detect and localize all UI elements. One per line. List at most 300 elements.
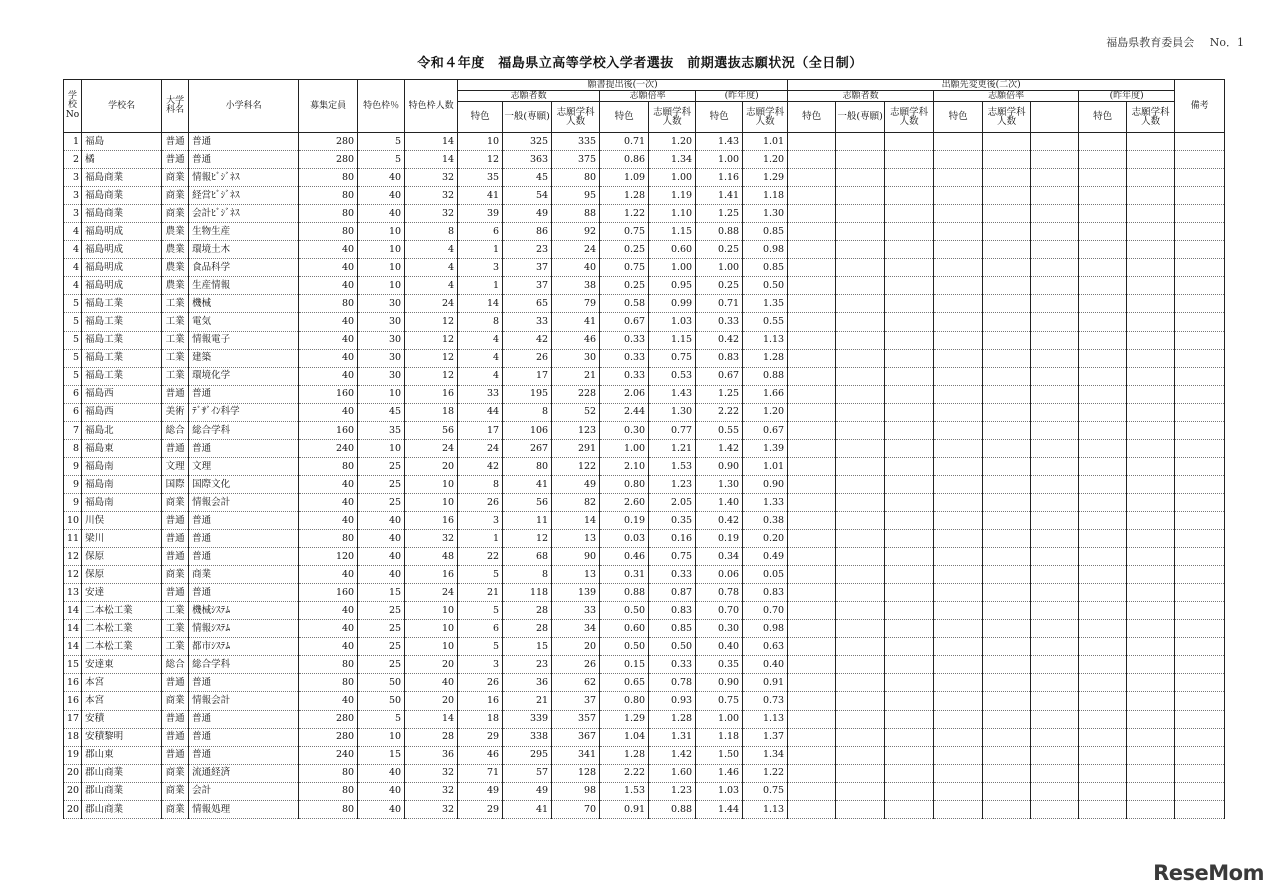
cell-second-round xyxy=(1079,169,1127,187)
cell-second-round xyxy=(934,710,983,728)
issuer-name: 福島県教育委員会 xyxy=(1106,36,1195,49)
cell-pct: 30 xyxy=(358,367,405,385)
cell-second-round xyxy=(1079,331,1127,349)
cell-i: 37 xyxy=(503,259,552,277)
cell-rs: 0.88 xyxy=(649,800,696,818)
cell-school: 本宮 xyxy=(82,692,162,710)
cell-second-round xyxy=(885,692,934,710)
cell-sub: 環境土木 xyxy=(189,241,299,259)
cell-second-round xyxy=(788,511,836,529)
table-row xyxy=(64,457,1225,475)
cell-second-round xyxy=(1127,746,1175,764)
cell-second-round xyxy=(934,457,983,475)
cell-second-round xyxy=(1127,187,1175,205)
cell-sub: 情報電子 xyxy=(189,331,299,349)
cell-no: 15 xyxy=(64,656,82,674)
cell-tn: 10 xyxy=(405,620,458,638)
cell-second-round xyxy=(788,493,836,511)
cell-second-round xyxy=(788,331,836,349)
cell-pct: 15 xyxy=(358,746,405,764)
col-capacity: 募集定員 xyxy=(299,80,358,133)
cell-dept: 普通 xyxy=(162,530,189,548)
table-row xyxy=(64,295,1225,313)
cell-second-round xyxy=(983,674,1031,692)
cell-school: 本宮 xyxy=(82,674,162,692)
cell-i: 338 xyxy=(503,728,552,746)
cell-rs: 2.05 xyxy=(649,493,696,511)
cell-rt: 0.71 xyxy=(600,133,649,151)
cell-no: 6 xyxy=(64,403,82,421)
cell-rs: 0.87 xyxy=(649,584,696,602)
cell-lt: 1.44 xyxy=(696,800,743,818)
cell-s: 367 xyxy=(552,728,600,746)
cell-pct: 25 xyxy=(358,638,405,656)
cell-lt: 1.25 xyxy=(696,385,743,403)
cell-school: 福島工業 xyxy=(82,349,162,367)
cell-s: 38 xyxy=(552,277,600,295)
cell-school: 福島南 xyxy=(82,457,162,475)
cell-dept: 工業 xyxy=(162,349,189,367)
h2-last-total: 志願学科人数 xyxy=(1127,102,1175,133)
cell-school: 二本松工業 xyxy=(82,620,162,638)
cell-second-round xyxy=(1031,674,1079,692)
table-row xyxy=(64,259,1225,277)
cell-second-round xyxy=(1127,169,1175,187)
cell-no: 19 xyxy=(64,746,82,764)
cell-ls: 1.18 xyxy=(743,187,788,205)
cell-remarks xyxy=(1175,133,1225,151)
cell-no: 14 xyxy=(64,620,82,638)
cell-second-round xyxy=(934,169,983,187)
cell-second-round xyxy=(836,566,885,584)
cell-sub: 普通 xyxy=(189,385,299,403)
cell-no: 6 xyxy=(64,385,82,403)
h2-total: 志願学科人数 xyxy=(885,102,934,133)
cell-second-round xyxy=(836,602,885,620)
cell-no: 16 xyxy=(64,692,82,710)
cell-rt: 1.04 xyxy=(600,728,649,746)
cell-no: 3 xyxy=(64,187,82,205)
cell-no: 5 xyxy=(64,331,82,349)
table-row xyxy=(64,133,1225,151)
col-remarks: 備考 xyxy=(1175,80,1225,133)
cell-second-round xyxy=(836,331,885,349)
cell-second-round xyxy=(1031,295,1079,313)
cell-second-round xyxy=(1031,728,1079,746)
table-row xyxy=(64,584,1225,602)
cell-remarks xyxy=(1175,728,1225,746)
cell-second-round xyxy=(885,746,934,764)
cell-second-round xyxy=(836,133,885,151)
cell-rs: 1.15 xyxy=(649,331,696,349)
cell-lt: 1.18 xyxy=(696,728,743,746)
cell-rs: 1.23 xyxy=(649,475,696,493)
cell-ls: 0.40 xyxy=(743,656,788,674)
cell-dept: 商業 xyxy=(162,782,189,800)
cell-no: 20 xyxy=(64,764,82,782)
cell-cap: 280 xyxy=(299,151,358,169)
table-row xyxy=(64,367,1225,385)
cell-cap: 240 xyxy=(299,746,358,764)
cell-no: 3 xyxy=(64,205,82,223)
table-row xyxy=(64,674,1225,692)
cell-second-round xyxy=(934,367,983,385)
cell-dept: 普通 xyxy=(162,548,189,566)
cell-t: 5 xyxy=(458,602,503,620)
cell-school: 郡山商業 xyxy=(82,800,162,818)
cell-second-round xyxy=(836,511,885,529)
cell-second-round xyxy=(1079,223,1127,241)
cell-school: 福島工業 xyxy=(82,331,162,349)
cell-cap: 80 xyxy=(299,223,358,241)
cell-second-round xyxy=(836,475,885,493)
cell-no: 18 xyxy=(64,728,82,746)
cell-second-round xyxy=(885,764,934,782)
cell-tn: 32 xyxy=(405,187,458,205)
cell-sub: 普通 xyxy=(189,133,299,151)
cell-s: 139 xyxy=(552,584,600,602)
cell-rs: 1.42 xyxy=(649,746,696,764)
cell-dept: 工業 xyxy=(162,295,189,313)
cell-second-round xyxy=(983,385,1031,403)
cell-tn: 20 xyxy=(405,656,458,674)
cell-no: 5 xyxy=(64,349,82,367)
cell-second-round xyxy=(885,511,934,529)
cell-second-round xyxy=(836,584,885,602)
cell-second-round xyxy=(1031,800,1079,818)
cell-second-round xyxy=(836,457,885,475)
resemom-logo: ReseMom xyxy=(1153,861,1264,885)
cell-second-round xyxy=(885,800,934,818)
cell-second-round xyxy=(983,782,1031,800)
cell-i: 41 xyxy=(503,800,552,818)
cell-second-round xyxy=(1127,656,1175,674)
cell-lt: 1.25 xyxy=(696,205,743,223)
cell-lt: 0.25 xyxy=(696,277,743,295)
cell-second-round xyxy=(983,493,1031,511)
cell-second-round xyxy=(788,367,836,385)
cell-rs: 1.21 xyxy=(649,439,696,457)
cell-second-round xyxy=(934,746,983,764)
cell-t: 5 xyxy=(458,566,503,584)
table-row xyxy=(64,223,1225,241)
cell-rt: 1.09 xyxy=(600,169,649,187)
cell-ls: 1.13 xyxy=(743,800,788,818)
cell-cap: 80 xyxy=(299,674,358,692)
cell-second-round xyxy=(983,331,1031,349)
cell-second-round xyxy=(788,205,836,223)
cell-second-round xyxy=(836,403,885,421)
cell-t: 21 xyxy=(458,584,503,602)
cell-cap: 120 xyxy=(299,548,358,566)
cell-s: 90 xyxy=(552,548,600,566)
cell-lt: 0.34 xyxy=(696,548,743,566)
cell-rt: 0.65 xyxy=(600,674,649,692)
cell-t: 39 xyxy=(458,205,503,223)
cell-second-round xyxy=(983,151,1031,169)
cell-rt: 2.60 xyxy=(600,493,649,511)
cell-second-round xyxy=(885,331,934,349)
cell-school: 保原 xyxy=(82,566,162,584)
cell-lt: 0.25 xyxy=(696,241,743,259)
cell-s: 88 xyxy=(552,205,600,223)
cell-remarks xyxy=(1175,403,1225,421)
cell-ls: 1.39 xyxy=(743,439,788,457)
table-row xyxy=(64,638,1225,656)
cell-second-round xyxy=(1127,223,1175,241)
cell-second-round xyxy=(934,421,983,439)
cell-no: 9 xyxy=(64,493,82,511)
cell-remarks xyxy=(1175,746,1225,764)
cell-pct: 50 xyxy=(358,692,405,710)
cell-second-round xyxy=(983,313,1031,331)
cell-rt: 0.50 xyxy=(600,638,649,656)
cell-remarks xyxy=(1175,692,1225,710)
cell-second-round xyxy=(836,421,885,439)
cell-school: 郡山商業 xyxy=(82,764,162,782)
cell-i: 11 xyxy=(503,511,552,529)
cell-second-round xyxy=(934,223,983,241)
cell-rs: 0.85 xyxy=(649,620,696,638)
h2-ippan: 一般(専願) xyxy=(836,102,885,133)
cell-cap: 160 xyxy=(299,421,358,439)
cell-tn: 32 xyxy=(405,800,458,818)
cell-dept: 商業 xyxy=(162,205,189,223)
cell-second-round xyxy=(934,385,983,403)
cell-second-round xyxy=(1127,620,1175,638)
cell-second-round xyxy=(885,457,934,475)
cell-second-round xyxy=(934,530,983,548)
h-total: 志願学科人数 xyxy=(552,102,600,133)
cell-second-round xyxy=(1031,511,1079,529)
cell-second-round xyxy=(934,511,983,529)
cell-no: 4 xyxy=(64,259,82,277)
cell-rs: 1.20 xyxy=(649,133,696,151)
cell-school: 福島北 xyxy=(82,421,162,439)
cell-second-round xyxy=(1127,259,1175,277)
cell-rs: 0.33 xyxy=(649,656,696,674)
cell-s: 95 xyxy=(552,187,600,205)
cell-second-round xyxy=(1127,475,1175,493)
cell-t: 26 xyxy=(458,493,503,511)
table-row xyxy=(64,511,1225,529)
cell-t: 26 xyxy=(458,674,503,692)
cell-second-round xyxy=(885,313,934,331)
cell-lt: 0.83 xyxy=(696,349,743,367)
cell-tn: 32 xyxy=(405,782,458,800)
cell-second-round xyxy=(934,187,983,205)
cell-second-round xyxy=(1079,710,1127,728)
cell-second-round xyxy=(885,169,934,187)
cell-cap: 80 xyxy=(299,530,358,548)
cell-tn: 12 xyxy=(405,313,458,331)
cell-lt: 1.30 xyxy=(696,475,743,493)
cell-second-round xyxy=(1031,439,1079,457)
cell-second-round xyxy=(983,169,1031,187)
cell-t: 12 xyxy=(458,151,503,169)
cell-remarks xyxy=(1175,674,1225,692)
cell-second-round xyxy=(885,602,934,620)
cell-cap: 40 xyxy=(299,602,358,620)
cell-remarks xyxy=(1175,367,1225,385)
cell-remarks xyxy=(1175,421,1225,439)
cell-t: 71 xyxy=(458,764,503,782)
cell-dept: 普通 xyxy=(162,710,189,728)
cell-second-round xyxy=(1031,403,1079,421)
cell-cap: 240 xyxy=(299,439,358,457)
cell-second-round xyxy=(1079,205,1127,223)
cell-second-round xyxy=(885,656,934,674)
cell-remarks xyxy=(1175,782,1225,800)
cell-second-round xyxy=(1079,475,1127,493)
cell-lt: 1.03 xyxy=(696,782,743,800)
cell-second-round xyxy=(1079,187,1127,205)
sub-applicants-2: 志願者数 xyxy=(788,91,934,102)
cell-second-round xyxy=(836,241,885,259)
cell-sub: 生物生産 xyxy=(189,223,299,241)
cell-second-round xyxy=(934,259,983,277)
cell-lt: 0.71 xyxy=(696,295,743,313)
cell-second-round xyxy=(1079,692,1127,710)
cell-remarks xyxy=(1175,548,1225,566)
cell-second-round xyxy=(836,439,885,457)
cell-i: 42 xyxy=(503,331,552,349)
cell-rs: 0.83 xyxy=(649,602,696,620)
cell-dept: 普通 xyxy=(162,439,189,457)
cell-second-round xyxy=(1079,457,1127,475)
cell-s: 79 xyxy=(552,295,600,313)
cell-dept: 工業 xyxy=(162,367,189,385)
cell-pct: 40 xyxy=(358,764,405,782)
cell-ls: 0.20 xyxy=(743,530,788,548)
cell-second-round xyxy=(934,313,983,331)
cell-dept: 国際 xyxy=(162,475,189,493)
cell-second-round xyxy=(836,638,885,656)
cell-second-round xyxy=(1079,385,1127,403)
cell-second-round xyxy=(1127,764,1175,782)
cell-sub: 環境化学 xyxy=(189,367,299,385)
cell-second-round xyxy=(836,313,885,331)
h2-ratio-tokushoku: 特色 xyxy=(934,102,983,133)
cell-remarks xyxy=(1175,530,1225,548)
cell-second-round xyxy=(885,349,934,367)
cell-pct: 10 xyxy=(358,385,405,403)
cell-second-round xyxy=(885,439,934,457)
cell-second-round xyxy=(983,205,1031,223)
cell-rs: 1.19 xyxy=(649,187,696,205)
cell-second-round xyxy=(983,638,1031,656)
cell-second-round xyxy=(788,764,836,782)
cell-school: 二本松工業 xyxy=(82,602,162,620)
cell-no: 14 xyxy=(64,602,82,620)
cell-second-round xyxy=(836,349,885,367)
cell-second-round xyxy=(1079,566,1127,584)
cell-school: 安達 xyxy=(82,584,162,602)
cell-second-round xyxy=(788,710,836,728)
cell-second-round xyxy=(885,259,934,277)
cell-remarks xyxy=(1175,331,1225,349)
cell-second-round xyxy=(1127,782,1175,800)
cell-school: 福島工業 xyxy=(82,367,162,385)
cell-sub: 機械ｼｽﾃﾑ xyxy=(189,602,299,620)
cell-second-round xyxy=(788,349,836,367)
cell-pct: 10 xyxy=(358,277,405,295)
cell-second-round xyxy=(1079,764,1127,782)
cell-rs: 1.31 xyxy=(649,728,696,746)
cell-second-round xyxy=(983,133,1031,151)
cell-lt: 1.50 xyxy=(696,746,743,764)
cell-s: 26 xyxy=(552,656,600,674)
cell-rt: 1.28 xyxy=(600,187,649,205)
table-row xyxy=(64,493,1225,511)
cell-sub: 総合学科 xyxy=(189,421,299,439)
cell-i: 15 xyxy=(503,638,552,656)
cell-remarks xyxy=(1175,656,1225,674)
cell-remarks xyxy=(1175,511,1225,529)
table-row xyxy=(64,169,1225,187)
cell-second-round xyxy=(836,764,885,782)
cell-ls: 1.01 xyxy=(743,133,788,151)
cell-tn: 24 xyxy=(405,439,458,457)
cell-ls: 0.98 xyxy=(743,241,788,259)
cell-sub: 情報ﾋﾞｼﾞﾈｽ xyxy=(189,169,299,187)
cell-i: 68 xyxy=(503,548,552,566)
cell-second-round xyxy=(885,385,934,403)
cell-rs: 1.28 xyxy=(649,710,696,728)
cell-lt: 2.22 xyxy=(696,403,743,421)
cell-second-round xyxy=(788,782,836,800)
cell-ls: 0.90 xyxy=(743,475,788,493)
cell-sub: 会計ﾋﾞｼﾞﾈｽ xyxy=(189,205,299,223)
cell-dept: 工業 xyxy=(162,313,189,331)
cell-t: 4 xyxy=(458,331,503,349)
h-last-tokushoku: 特色 xyxy=(696,102,743,133)
cell-rt: 0.88 xyxy=(600,584,649,602)
cell-lt: 1.00 xyxy=(696,710,743,728)
cell-lt: 1.42 xyxy=(696,439,743,457)
cell-tn: 10 xyxy=(405,638,458,656)
cell-i: 54 xyxy=(503,187,552,205)
cell-second-round xyxy=(934,638,983,656)
table-row xyxy=(64,746,1225,764)
cell-pct: 5 xyxy=(358,151,405,169)
cell-ls: 1.35 xyxy=(743,295,788,313)
cell-lt: 1.46 xyxy=(696,764,743,782)
cell-ls: 0.49 xyxy=(743,548,788,566)
cell-remarks xyxy=(1175,638,1225,656)
table-row xyxy=(64,205,1225,223)
cell-pct: 25 xyxy=(358,656,405,674)
cell-tn: 16 xyxy=(405,385,458,403)
cell-t: 42 xyxy=(458,457,503,475)
cell-sub: ﾃﾞｻﾞｲﾝ科学 xyxy=(189,403,299,421)
cell-second-round xyxy=(1031,313,1079,331)
cell-second-round xyxy=(983,241,1031,259)
cell-second-round xyxy=(983,403,1031,421)
cell-tn: 14 xyxy=(405,133,458,151)
cell-rt: 0.30 xyxy=(600,421,649,439)
cell-cap: 80 xyxy=(299,169,358,187)
cell-no: 9 xyxy=(64,475,82,493)
cell-ls: 1.01 xyxy=(743,457,788,475)
cell-second-round xyxy=(1031,205,1079,223)
cell-remarks xyxy=(1175,169,1225,187)
cell-second-round xyxy=(983,295,1031,313)
cell-pct: 40 xyxy=(358,169,405,187)
cell-pct: 40 xyxy=(358,530,405,548)
h-last-total: 志願学科人数 xyxy=(743,102,788,133)
cell-s: 62 xyxy=(552,674,600,692)
